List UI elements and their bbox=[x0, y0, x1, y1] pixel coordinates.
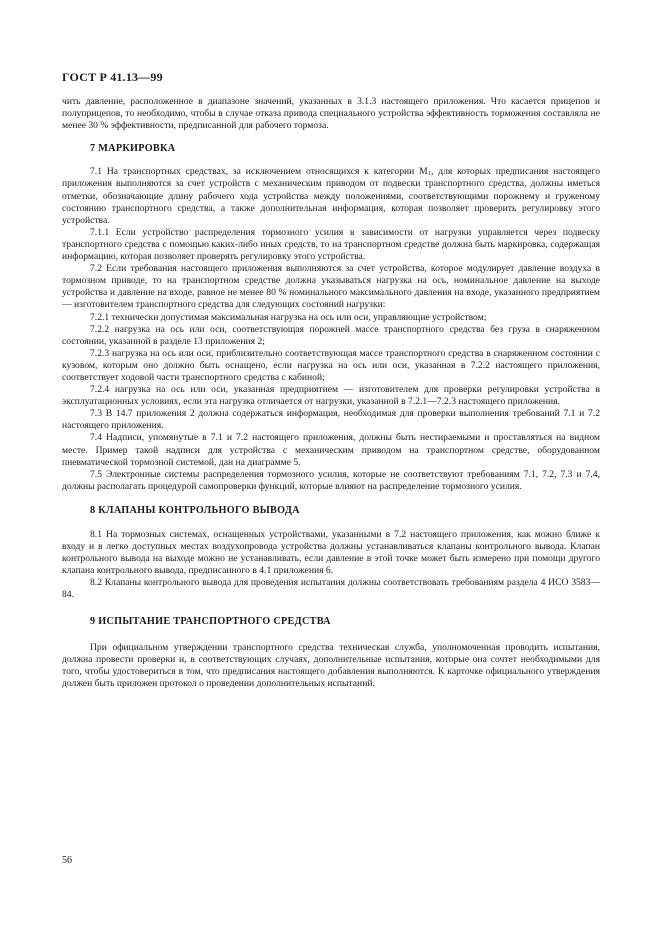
paragraph-7-1-1: 7.1.1 Если устройство распределения тормозного усилия в зависимости от нагрузки управляется через подвеску транспортного средства с помощью каких-либо иных средств, то на транспортном средстве должна быть маркировка, содержащая информацию, которая позволяет проверять регулировку этого устройства. bbox=[62, 226, 600, 263]
section-9-title: 9 ИСПЫТАНИЕ ТРАНСПОРТНОГО СРЕДСТВА bbox=[90, 615, 331, 627]
paragraph-7-2: 7.2 Если требования настоящего приложения выполняются за счет устройства, которое модулирует давление воздуха в тормозном приводе, то на транспортном средстве должна указываться нагрузка на ось, номинальное давление на выходе устройства и давление на входе, равное не менее 80 % номинального максимального давления на входе, указанного предприятием — изготовителем транспортного средства для следующих состояний нагрузки: bbox=[62, 263, 600, 311]
paragraph-7-1-end: , для которых предписания настоящего приложения выполняются за счет устройств с механическим приводом от подвески транспортного средства, должны иметься отметки, обозначающие длину рабочего хода устройства между положениями, соответствующими порожнему и груженому состоянию транспортного средства, а также дополнительная информация, которая позволяет проверить регулировку этого устройства. bbox=[62, 166, 600, 226]
page-number: 56 bbox=[62, 855, 72, 866]
paragraph-7-2-1: 7.2.1 технически допустимая максимальная нагрузка на ось или оси, управляющие устройством; bbox=[90, 311, 487, 323]
paragraph-8-2: 8.2 Клапаны контрольного вывода для проведения испытания должны соответствовать требованиям раздела 4 ИСО 3583—84. bbox=[62, 577, 600, 601]
paragraph-9: При официальном утверждении транспортного средства техническая служба, уполномоченная проводить испытания, должна провести проверки и, в соответствующих случаях, дополнительные испытания, которые она сочтет необходимыми для того, чтобы удостовериться в том, что предписания настоящего добавления выполняются. К карточке официального утверждения должен быть приложен протокол о проведении дополнительных испытаний. bbox=[62, 641, 600, 689]
paragraph-7-2-2: 7.2.2 нагрузка на ось или оси, соответствующая порожней массе транспортного средства без груза в снаряженном состоянии, указанной в разделе 13 приложения 2; bbox=[62, 323, 600, 347]
paragraph-8-1: 8.1 На тормозных системах, оснащенных устройствами, указанными в 7.2 настоящего приложения, как можно ближе к входу и в легко доступных местах воздухопровода устройства должны устанавливаться клапаны контрольного вывода. Клапан контрольного вывода на выходе можно не устанавливать, если давление в этой точке может быть измерено при помощи другого клапана контрольного вывода, предписанного в 4.1 приложения 6. bbox=[62, 529, 600, 577]
paragraph-7-5: 7.5 Электронные системы распределения тормозного усилия, которые не соответствуют требованиям 7.1, 7.2, 7.3 и 7.4, должны располагать процедурой самопроверки функций, которые влияют на распределение тормозного усилия. bbox=[62, 468, 600, 492]
document-header: ГОСТ Р 41.13—99 bbox=[62, 70, 163, 84]
document-body bbox=[62, 96, 600, 690]
section-7-title: 7 МАРКИРОВКА bbox=[90, 143, 176, 155]
paragraph-7-1 bbox=[62, 166, 600, 226]
intro-paragraph: чить давление, расположенное в диапазоне значений, указанных в 3.1.3 настоящего приложения. Что касается прицепов и полуприцепов, то необходимо, чтобы в случае отказа привода специального устройства эффективность торможения составляла не менее 30 % эффективности, предписанной для рабочего тормоза. bbox=[62, 96, 600, 132]
section-8-title: 8 КЛАПАНЫ КОНТРОЛЬНОГО ВЫВОДА bbox=[90, 504, 300, 516]
paragraph-7-3: 7.3 В 14.7 приложения 2 должна содержаться информация, необходимая для проверки выполнения требований 7.1 и 7.2 настоящего приложения. bbox=[62, 408, 600, 432]
category-subscript: 1 bbox=[427, 170, 431, 178]
paragraph-7-2-4: 7.2.4 нагрузка на ось или оси, указанная предприятием — изготовителем для проверки регулировки устройства в эксплуатационных условиях, если эта нагрузка отличается от нагрузки, указанной в 7.2.1—7.2.3 настоящего приложения. bbox=[62, 384, 600, 408]
paragraph-7-4: 7.4 Надписи, упомянутые в 7.1 и 7.2 настоящего приложения, должны быть нестираемыми и проставляться на видном месте. Пример такой надписи для устройства с механическим приводом на транспортном средстве, оборудованном пневматической тормозной системой, дан на диаграмме 5. bbox=[62, 432, 600, 468]
paragraph-7-1-start: 7.1 На транспортных средствах, за исключением относящихся к категории M bbox=[90, 166, 428, 178]
paragraph-7-2-3: 7.2.3 нагрузка на ось или оси, приблизительно соответствующая массе транспортного средства в снаряженном состоянии с кузовом, которым оно должно быть оснащено, если нагрузка на ось или оси, указанная в 7.2.2 настоящего приложения, соответствует ходовой части транспортного средства с кабиной; bbox=[62, 347, 600, 383]
